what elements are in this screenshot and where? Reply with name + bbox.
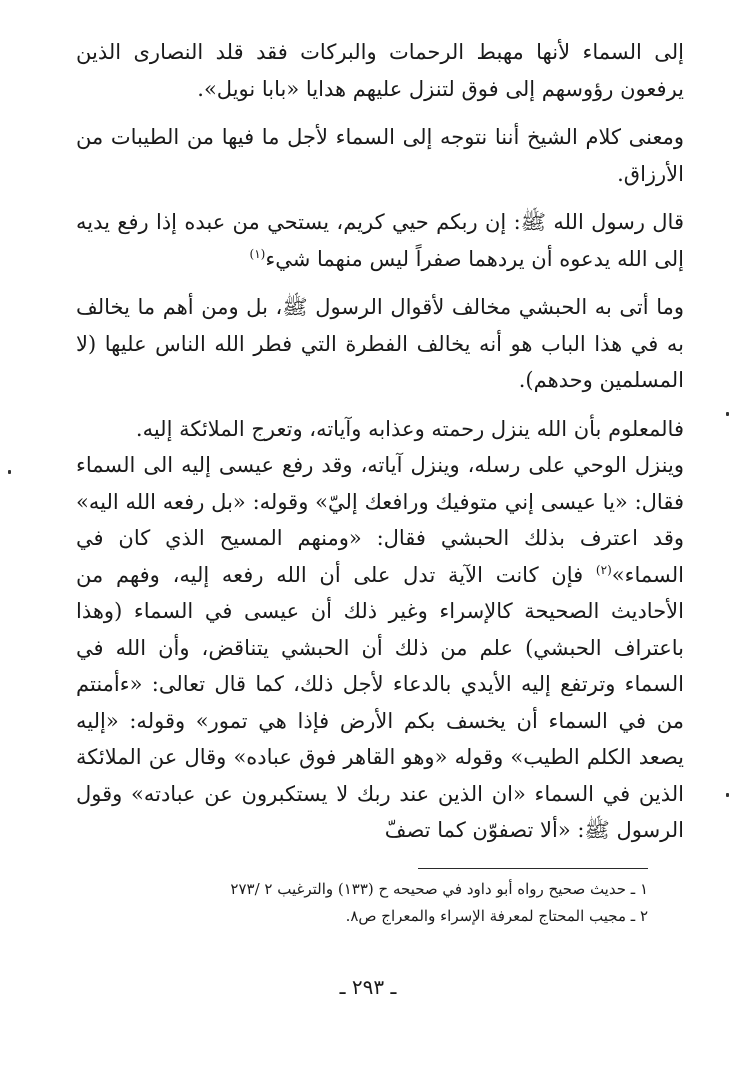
paragraph-6 [76,447,684,849]
page-number: ـ ٢٩٣ ـ [339,975,397,999]
scan-speck [726,412,729,416]
body-text [76,34,684,849]
paragraph-3 [76,204,684,277]
footnote-marker-2[interactable]: (٢) [595,562,612,577]
paragraph-6-part-1: وينزل الوحي على رسله، وينزل آياته، وقد رفع عيسى إليه الى السماء فقال: «يا عيسى إني متوفيك ورافعك إليّ» وقوله: «بل رفعه الله اليه» وقد اعترف بذلك الحبشي فقال: «ومنهم المسيح الذي كان في السماء» [76,453,684,587]
footnote-marker-1[interactable]: (١) [249,246,266,261]
footnotes [90,876,648,930]
footnote-separator [418,868,648,869]
footnote-2: ٢ ـ مجيب المحتاج لمعرفة الإسراء والمعراج ص٨. [345,907,648,925]
footnote-1: ١ ـ حديث صحيح رواه أبو داود في صحيحه ح (١٣٣) والترغيب ٢ /٢٧٣ [230,880,648,898]
scan-speck [726,793,729,797]
paragraph-5: فالمعلوم بأن الله ينزل رحمته وعذابه وآياته، وتعرج الملائكة إليه. [135,416,684,441]
hadith-text: قال رسول الله ﷺ: إن ربكم حيي كريم، يستحي من عبده إذا رفع يديه إلى الله يدعوه أن يردهما صفراً ليس منهما شيء [76,210,684,271]
paragraph-6-part-2: فإن كانت الآية تدل على أن الله رفعه إليه، وفهم من الأحاديث الصحيحة كالإسراء وغير ذلك أن عيسى في السماء (وهذا باعتراف الحبشي) علم من ذلك أن الحبشي يتناقض، وأن الله في السماء وترتفع إليه الأيدي بالدعاء لأجل ذلك، كما قال تعالى: «ءأمنتم من في السماء أن يخسف بكم الأرض فإذا هي تمور» وقوله: «إليه يصعد الكلم الطيب» وقوله «وهو القاهر فوق عباده» وقال عن الملائكة الذين في السماء «ان الذين عند ربك لا يستكبرون عن عبادته» وقول الرسول ﷺ: «ألا تصفوّن كما تصفّ [76,562,684,842]
paragraph-1: إلى السماء لأنها مهبط الرحمات والبركات فقد قلد النصارى الذين يرفعون رؤوسهم إلى فوق لتنزل عليهم هدايا «بابا نويل». [76,40,684,101]
paragraph-2: ومعنى كلام الشيخ أننا نتوجه إلى السماء لأجل ما فيها من الطيبات من الأرزاق. [76,125,684,186]
scan-speck [8,470,11,474]
paragraph-4: وما أتى به الحبشي مخالف لأقوال الرسول ﷺ، بل ومن أهم ما يخالف به في هذا الباب هو أنه يخالف الفطرة التي فطر الله الناس عليها (لا المسلمين وحدهم). [76,295,684,392]
